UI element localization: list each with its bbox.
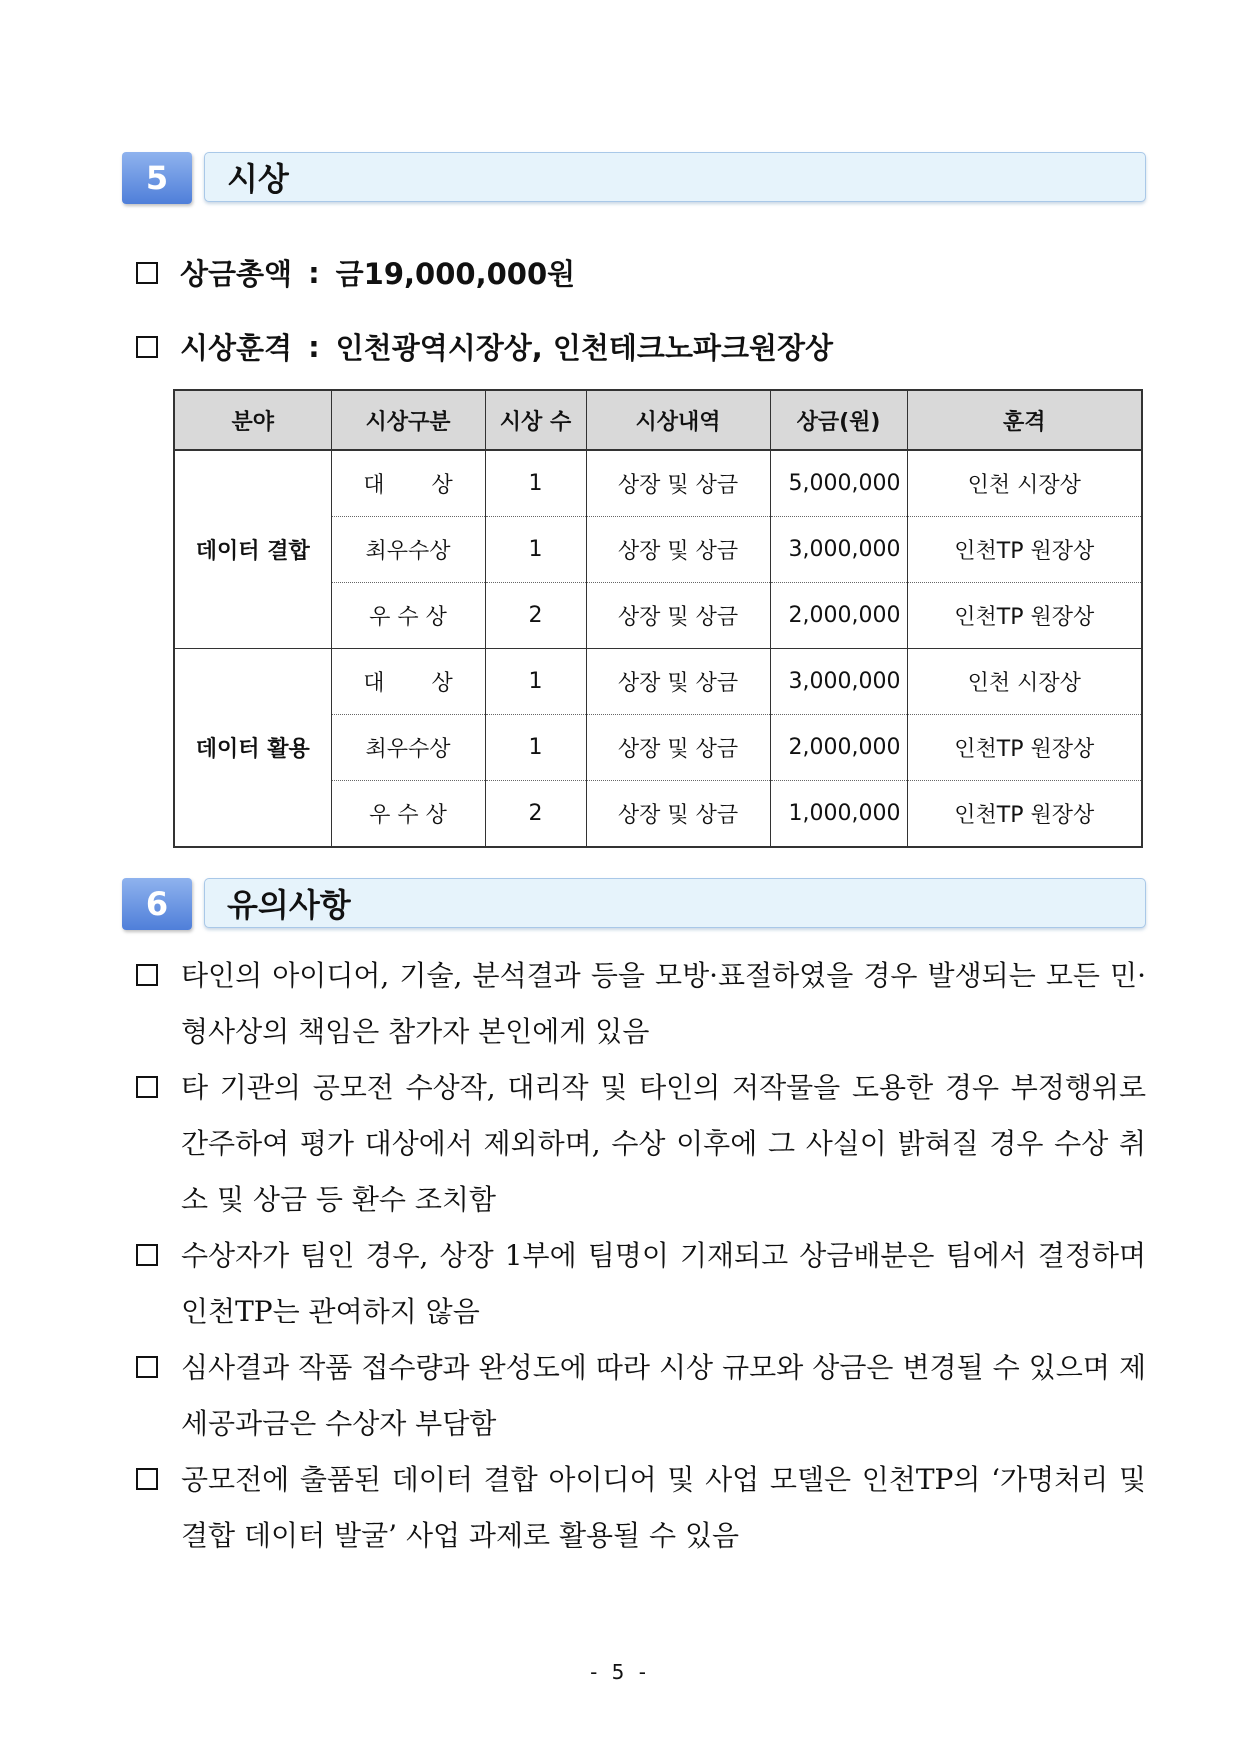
list-item bbox=[136, 1340, 1146, 1452]
amount-cell: 3,000,000 bbox=[770, 517, 907, 583]
amount-cell: 1,000,000 bbox=[770, 781, 907, 848]
checkbox-icon bbox=[136, 1244, 158, 1266]
class-cell: 우 수 상 bbox=[331, 583, 485, 649]
section-number: 6 bbox=[122, 878, 192, 930]
header-count: 시상 수 bbox=[485, 390, 586, 450]
summary-colon: : bbox=[308, 329, 320, 364]
detail-cell: 상장 및 상금 bbox=[586, 450, 770, 517]
prize-table bbox=[173, 389, 1143, 848]
header-rank: 훈격 bbox=[907, 390, 1142, 450]
list-item bbox=[136, 1228, 1146, 1340]
count-cell: 1 bbox=[485, 715, 586, 781]
class-cell: 대 상 bbox=[331, 649, 485, 715]
table-row bbox=[174, 450, 1142, 517]
detail-cell: 상장 및 상금 bbox=[586, 715, 770, 781]
amount-cell: 2,000,000 bbox=[770, 715, 907, 781]
section-number: 5 bbox=[122, 152, 192, 204]
amount-cell: 3,000,000 bbox=[770, 649, 907, 715]
notice-text: 타 기관의 공모전 수상작, 대리작 및 타인의 저작물을 도용한 경우 부정행위로 간주하여 평가 대상에서 제외하며, 수상 이후에 그 사실이 밝혀질 경우 수상 취소 및 상금 등 환수 조치함 bbox=[181, 1071, 1146, 1216]
summary-total-prize bbox=[136, 252, 575, 293]
notice-text: 공모전에 출품된 데이터 결합 아이디어 및 사업 모델은 인천TP의 ‘가명처리 및 결합 데이터 발굴’ 사업 과제로 활용될 수 있음 bbox=[181, 1463, 1146, 1552]
list-item bbox=[136, 1060, 1146, 1228]
checkbox-icon bbox=[136, 262, 158, 284]
checkbox-icon bbox=[136, 964, 158, 986]
checkbox-icon bbox=[136, 1076, 158, 1098]
summary-value: 금19,000,000원 bbox=[335, 257, 576, 291]
header-field: 분야 bbox=[174, 390, 331, 450]
count-cell: 2 bbox=[485, 781, 586, 848]
summary-colon: : bbox=[308, 255, 320, 290]
class-cell: 우 수 상 bbox=[331, 781, 485, 848]
table-header-row bbox=[174, 390, 1142, 450]
detail-cell: 상장 및 상금 bbox=[586, 781, 770, 848]
detail-cell: 상장 및 상금 bbox=[586, 517, 770, 583]
rank-cell: 인천TP 원장상 bbox=[907, 781, 1142, 848]
list-item bbox=[136, 948, 1146, 1060]
rank-cell: 인천TP 원장상 bbox=[907, 583, 1142, 649]
field-cell: 데이터 결합 bbox=[174, 450, 331, 649]
count-cell: 1 bbox=[485, 450, 586, 517]
header-amount: 상금(원) bbox=[770, 390, 907, 450]
amount-cell: 5,000,000 bbox=[770, 450, 907, 517]
class-cell: 최우수상 bbox=[331, 517, 485, 583]
checkbox-icon bbox=[136, 336, 158, 358]
rank-cell: 인천TP 원장상 bbox=[907, 517, 1142, 583]
rank-cell: 인천 시장상 bbox=[907, 450, 1142, 517]
header-detail: 시상내역 bbox=[586, 390, 770, 450]
count-cell: 2 bbox=[485, 583, 586, 649]
class-cell: 최우수상 bbox=[331, 715, 485, 781]
notice-text: 심사결과 작품 접수량과 완성도에 따라 시상 규모와 상금은 변경될 수 있으며 제세공과금은 수상자 부담함 bbox=[181, 1351, 1146, 1440]
count-cell: 1 bbox=[485, 517, 586, 583]
section-title: 시상 bbox=[204, 152, 1146, 202]
notice-list bbox=[136, 948, 1146, 1564]
section-title: 유의사항 bbox=[204, 878, 1146, 928]
field-cell: 데이터 활용 bbox=[174, 649, 331, 848]
checkbox-icon bbox=[136, 1468, 158, 1490]
section-header-6 bbox=[122, 878, 1146, 930]
checkbox-icon bbox=[136, 1356, 158, 1378]
rank-cell: 인천 시장상 bbox=[907, 649, 1142, 715]
class-cell: 대 상 bbox=[331, 450, 485, 517]
detail-cell: 상장 및 상금 bbox=[586, 583, 770, 649]
summary-value: 인천광역시장상, 인천테크노파크원장상 bbox=[335, 331, 834, 365]
header-class: 시상구분 bbox=[331, 390, 485, 450]
summary-label: 상금총액 bbox=[180, 257, 293, 291]
count-cell: 1 bbox=[485, 649, 586, 715]
notice-text: 타인의 아이디어, 기술, 분석결과 등을 모방·표절하였을 경우 발생되는 모든 민·형사상의 책임은 참가자 본인에게 있음 bbox=[181, 959, 1146, 1048]
amount-cell: 2,000,000 bbox=[770, 583, 907, 649]
summary-award-rank bbox=[136, 326, 833, 367]
rank-cell: 인천TP 원장상 bbox=[907, 715, 1142, 781]
list-item bbox=[136, 1452, 1146, 1564]
table-row bbox=[174, 649, 1142, 715]
notice-text: 수상자가 팀인 경우, 상장 1부에 팀명이 기재되고 상금배분은 팀에서 결정하며 인천TP는 관여하지 않음 bbox=[181, 1239, 1146, 1328]
summary-label: 시상훈격 bbox=[180, 331, 293, 365]
detail-cell: 상장 및 상금 bbox=[586, 649, 770, 715]
section-header-5 bbox=[122, 152, 1146, 204]
page-number: - 5 - bbox=[590, 1660, 650, 1684]
